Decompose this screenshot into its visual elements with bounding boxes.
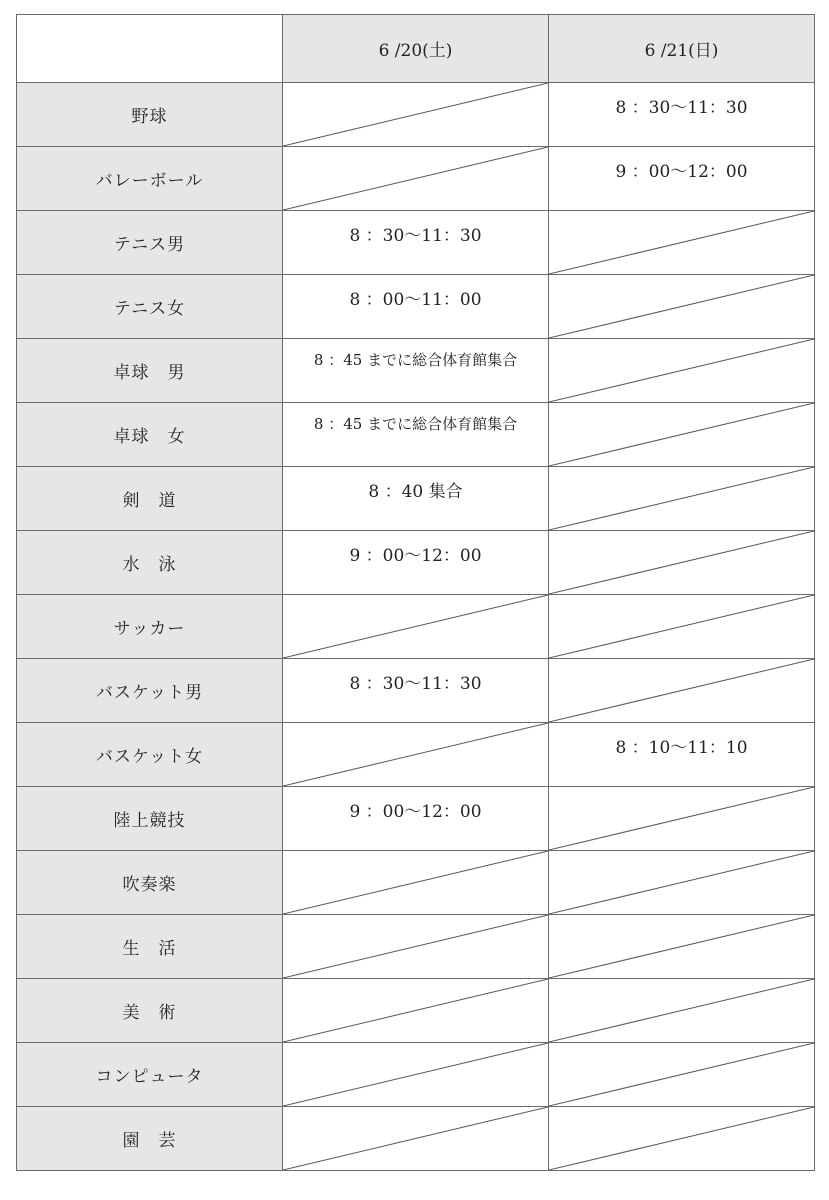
- table-row: [17, 1043, 815, 1107]
- schedule-body: [17, 15, 815, 1171]
- table-row: [17, 915, 815, 979]
- time-cell-day1: [283, 403, 549, 467]
- empty-cell-day2: [549, 595, 815, 659]
- empty-cell-day1: [283, 1107, 549, 1171]
- diagonal-strike: [283, 723, 548, 786]
- empty-cell-day2: [549, 1043, 815, 1107]
- time-text: 8 ：00～11：00: [349, 290, 482, 310]
- time-cell-day2: [549, 83, 815, 147]
- diagonal-strike: [283, 83, 548, 146]
- diagonal-strike: [549, 915, 814, 978]
- club-name: 陸上競技: [17, 787, 283, 851]
- time-text: 9 ：00～12：00: [349, 546, 482, 566]
- club-name: 園 芸: [17, 1107, 283, 1171]
- time-text: 8 ：30～11：30: [349, 226, 482, 246]
- diagonal-strike: [549, 339, 814, 402]
- table-row: [17, 147, 815, 211]
- header-row: [17, 15, 815, 83]
- time-cell-day1: [283, 275, 549, 339]
- club-name: バスケット女: [17, 723, 283, 787]
- time-cell-day2: [549, 147, 815, 211]
- empty-cell-day1: [283, 979, 549, 1043]
- time-text: 8 ：30～11：30: [349, 674, 482, 694]
- time-cell-day1: [283, 659, 549, 723]
- empty-cell-day2: [549, 275, 815, 339]
- club-name: 美 術: [17, 979, 283, 1043]
- table-row: [17, 723, 815, 787]
- diagonal-strike: [549, 531, 814, 594]
- club-name: 吹奏楽: [17, 851, 283, 915]
- diagonal-strike: [549, 787, 814, 850]
- diagonal-strike: [549, 1043, 814, 1106]
- club-name: 野球: [17, 83, 283, 147]
- empty-cell-day2: [549, 1107, 815, 1171]
- empty-cell-day2: [549, 915, 815, 979]
- diagonal-strike: [283, 595, 548, 658]
- empty-cell-day1: [283, 147, 549, 211]
- table-row: [17, 83, 815, 147]
- date-header-1: 6 /20(土): [283, 15, 549, 83]
- time-text: 8 ：45 までに総合体育館集合: [313, 351, 518, 369]
- diagonal-strike: [283, 1107, 548, 1170]
- diagonal-strike: [549, 979, 814, 1042]
- club-name: バスケット男: [17, 659, 283, 723]
- empty-cell-day2: [549, 403, 815, 467]
- empty-cell-day2: [549, 339, 815, 403]
- diagonal-strike: [549, 851, 814, 914]
- time-cell-day2: [549, 723, 815, 787]
- time-text: 8 ：45 までに総合体育館集合: [313, 415, 518, 433]
- diagonal-strike: [549, 595, 814, 658]
- table-row: [17, 531, 815, 595]
- table-row: [17, 659, 815, 723]
- table-row: [17, 275, 815, 339]
- diagonal-strike: [283, 915, 548, 978]
- empty-cell-day1: [283, 723, 549, 787]
- table-row: [17, 595, 815, 659]
- empty-cell-day2: [549, 211, 815, 275]
- club-name: 卓球 女: [17, 403, 283, 467]
- empty-cell-day2: [549, 467, 815, 531]
- table-row: [17, 851, 815, 915]
- diagonal-strike: [549, 467, 814, 530]
- diagonal-strike: [283, 979, 548, 1042]
- date-header-2: 6 /21(日): [549, 15, 815, 83]
- empty-cell-day1: [283, 915, 549, 979]
- time-cell-day1: [283, 211, 549, 275]
- club-name: テニス男: [17, 211, 283, 275]
- empty-cell-day1: [283, 595, 549, 659]
- table-row: [17, 979, 815, 1043]
- empty-cell-day2: [549, 979, 815, 1043]
- time-text: 8 ：10～11：10: [615, 738, 748, 758]
- table-row: [17, 403, 815, 467]
- club-name: 卓球 男: [17, 339, 283, 403]
- table-row: [17, 787, 815, 851]
- time-text: 8 ：30～11：30: [615, 98, 748, 118]
- club-name: 剣 道: [17, 467, 283, 531]
- time-cell-day1: [283, 467, 549, 531]
- time-cell-day1: [283, 531, 549, 595]
- diagonal-strike: [549, 211, 814, 274]
- club-name: 水 泳: [17, 531, 283, 595]
- diagonal-strike: [549, 403, 814, 466]
- club-name: テニス女: [17, 275, 283, 339]
- empty-cell-day2: [549, 659, 815, 723]
- time-cell-day1: [283, 787, 549, 851]
- empty-cell-day2: [549, 851, 815, 915]
- club-name: コンピュータ: [17, 1043, 283, 1107]
- diagonal-strike: [283, 147, 548, 210]
- empty-cell-day1: [283, 1043, 549, 1107]
- club-name: サッカー: [17, 595, 283, 659]
- diagonal-strike: [549, 275, 814, 338]
- empty-cell-day1: [283, 83, 549, 147]
- table-row: [17, 1107, 815, 1171]
- club-name: バレーボール: [17, 147, 283, 211]
- table-row: [17, 339, 815, 403]
- table-row: [17, 467, 815, 531]
- time-text: 9 ：00～12：00: [615, 162, 748, 182]
- time-cell-day1: [283, 339, 549, 403]
- diagonal-strike: [283, 851, 548, 914]
- table-row: [17, 211, 815, 275]
- schedule-table: [16, 14, 815, 1171]
- empty-cell-day2: [549, 787, 815, 851]
- diagonal-strike: [549, 1107, 814, 1170]
- club-name: 生 活: [17, 915, 283, 979]
- diagonal-strike: [283, 1043, 548, 1106]
- corner-cell: [17, 15, 283, 83]
- time-text: 8 ：40 集合: [368, 482, 463, 502]
- diagonal-strike: [549, 659, 814, 722]
- empty-cell-day2: [549, 531, 815, 595]
- empty-cell-day1: [283, 851, 549, 915]
- time-text: 9 ：00～12：00: [349, 802, 482, 822]
